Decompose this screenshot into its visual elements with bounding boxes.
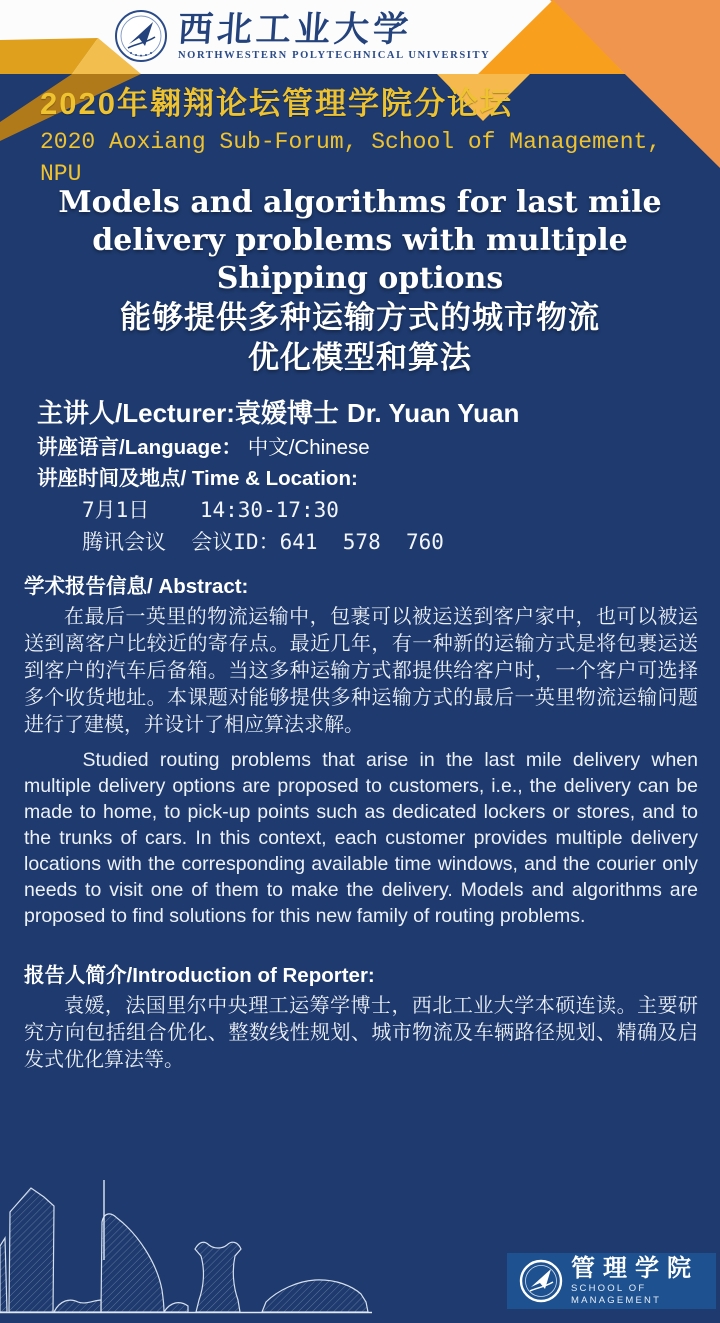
abstract-label: 学术报告信息/ Abstract:	[24, 575, 249, 598]
school-logo-box	[507, 1253, 716, 1309]
university-name-zh: 西北工业大学	[176, 9, 414, 50]
language-label: 讲座语言/Language：	[37, 436, 243, 459]
npu-seal-icon	[114, 9, 168, 63]
sketch-tower	[9, 1188, 54, 1312]
abstract-paragraph-en: Studied routing problems that arise in the last mile delivery when multiple delivery options are proposed to customers, i.e., the delivery can be made to home, to pick-up points such as dedicated lockers or stores, and to the trunks of cars. In this context, each customer provides multiple delivery locations with the corresponding available time windows, and the courier only needs to visit one of them to make the delivery. Models and algorithms are proposed to find solutions for this new family of routing problems.	[24, 749, 698, 927]
lecturer-line	[24, 394, 698, 432]
sketch-mound	[262, 1280, 368, 1312]
sketch-goblet-tower	[195, 1242, 241, 1312]
title-en-line: Models and algorithms for last mile	[58, 185, 662, 220]
university-logo	[114, 9, 490, 63]
title-en-line: Shipping options	[216, 261, 504, 296]
lecture-title	[0, 184, 720, 378]
language-value: 中文/Chinese	[247, 436, 370, 459]
time-location-label: 讲座时间及地点/ Time & Location:	[37, 467, 358, 490]
language-line	[24, 432, 698, 463]
title-zh-line: 能够提供多种运输方式的城市物流	[120, 300, 600, 335]
sketch-connector	[164, 1303, 188, 1312]
forum-banner	[40, 84, 700, 190]
venue-line: 腾讯会议 会议ID：641 578 760	[82, 530, 444, 554]
campus-skyline-sketch	[0, 1150, 380, 1320]
school-name-en: SCHOOL OF MANAGEMENT	[571, 1283, 662, 1306]
paper-plane-icon	[531, 1269, 551, 1289]
university-name-en: NORTHWESTERN POLYTECHNICAL UNIVERSITY	[178, 50, 491, 61]
abstract-paragraph-zh: 在最后一英里的物流运输中，包裹可以被运送到客户家中，也可以被运送到离客户比较近的寄存点。最近几年，有一种新的运输方式是将包裹运送到客户的汽车后备箱。当这多种运输方式都提供给客户时，一个客户可选择多个收货地址。本课题对能够提供多种运输方式的最后一英里物流运输问题进行了建模，并设计了相应算法求解。	[24, 606, 698, 736]
time-line: 7月1日 14:30-17:30	[82, 498, 339, 522]
school-name-zh: 管理学院	[571, 1255, 699, 1282]
lecturer-label: 主讲人/Lecturer:	[37, 398, 235, 428]
lecturer-name-zh: 袁媛博士	[234, 398, 339, 428]
time-location-label-line	[24, 463, 698, 494]
title-en-line: delivery problems with multiple	[92, 223, 628, 258]
sketch-left-sliver	[0, 1238, 7, 1312]
sketch-sail-building	[101, 1214, 164, 1312]
reporter-paragraph-zh: 袁媛，法国里尔中央理工运筹学博士，西北工业大学本硕连读。主要研究方向包括组合优化、整数线性规划、城市物流及车辆路径规划、精确及启发式优化算法等。	[24, 995, 698, 1071]
sketch-rubble	[54, 1300, 101, 1312]
forum-title-zh: 2020年翱翔论坛管理学院分论坛	[40, 86, 513, 121]
title-zh-line: 优化模型和算法	[248, 340, 472, 375]
reporter-label: 报告人简介/Introduction of Reporter:	[24, 964, 375, 987]
poster-body	[24, 394, 698, 1074]
lecturer-name-en: Dr. Yuan Yuan	[346, 398, 520, 428]
forum-title-en: 2020 Aoxiang Sub-Forum, School of Management, NPU	[40, 129, 675, 187]
npu-seal-icon	[519, 1259, 563, 1303]
